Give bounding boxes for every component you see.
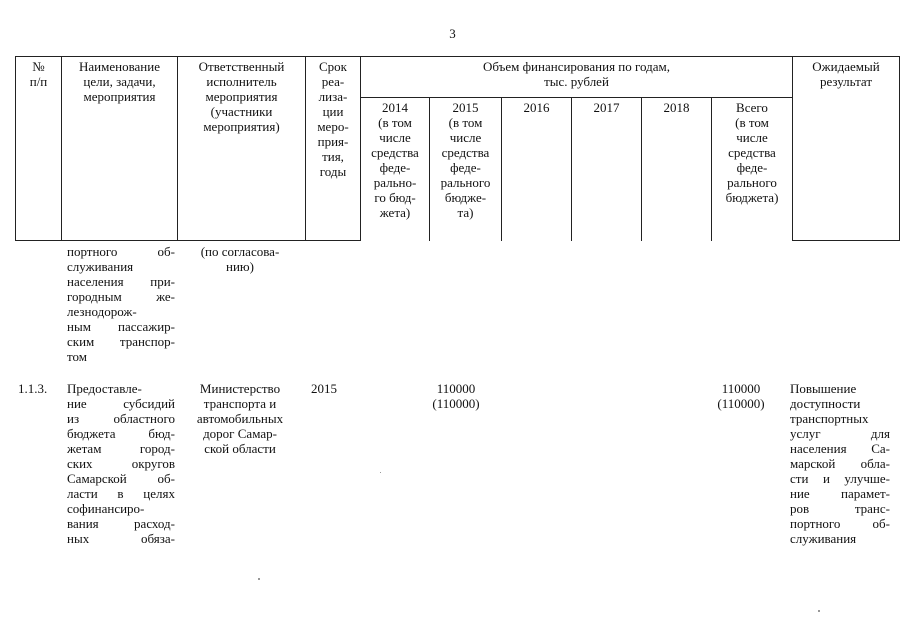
text-line: ров транс- xyxy=(790,501,890,516)
text-line: 110000 xyxy=(436,381,476,396)
header-year-2016 xyxy=(502,98,572,241)
text-line: меро- xyxy=(317,119,349,134)
header-year-total xyxy=(712,98,793,241)
text-line: вания расход- xyxy=(67,516,175,531)
text-line: 2016 xyxy=(523,100,550,115)
header-col-term xyxy=(306,57,361,241)
text-line: Ожидаемый xyxy=(812,59,880,74)
text-line: дорог Самар- xyxy=(203,426,277,441)
text-line: служивания xyxy=(67,259,134,274)
row-number: 1.1.3. xyxy=(18,381,48,396)
text-line: софинансиро- xyxy=(67,501,145,516)
text-line: тыс. рублей xyxy=(544,74,609,89)
text-line: том xyxy=(67,349,87,364)
row-value-2015 xyxy=(420,381,492,411)
row-result xyxy=(790,381,890,546)
text-line: п/п xyxy=(29,74,48,89)
header-col-funding xyxy=(361,57,793,98)
text-line: реа- xyxy=(321,74,345,89)
text-line: числе xyxy=(379,130,411,145)
text-line: тия, xyxy=(322,149,344,164)
text-line: 2015 xyxy=(452,100,479,115)
text-line: (в том xyxy=(448,115,483,130)
header-col-number xyxy=(16,57,62,241)
text-line: Срок xyxy=(319,59,347,74)
text-line: Самарской об- xyxy=(67,471,175,486)
header-year-2017 xyxy=(572,98,642,241)
header-year-2015 xyxy=(430,98,502,241)
text-line: ние субсидий xyxy=(67,396,175,411)
header-col-responsible xyxy=(178,57,306,241)
text-line: 2014 xyxy=(382,100,408,115)
text-line: лезнодорож- xyxy=(67,304,137,319)
text-line: портного об- xyxy=(790,516,890,531)
text-line: феде- xyxy=(736,160,768,175)
row-value-total xyxy=(705,381,777,411)
text-line: средства xyxy=(371,145,419,160)
text-line: услуг для xyxy=(790,426,890,441)
text-line: транспорта и xyxy=(203,396,277,411)
text-line: ным пассажир- xyxy=(67,319,175,334)
text-line: бюджета бюд- xyxy=(67,426,175,441)
header-col-name xyxy=(62,57,178,241)
text-line: (110000) xyxy=(717,396,765,411)
text-line: (в том xyxy=(735,115,769,130)
text-line: жета) xyxy=(379,205,411,220)
text-line: числе xyxy=(736,130,768,145)
text-line: ских округов xyxy=(67,456,175,471)
scan-speck xyxy=(380,472,381,473)
text-line: та) xyxy=(457,205,474,220)
scan-speck xyxy=(258,578,260,580)
text-line: феде- xyxy=(379,160,411,175)
text-line: нию) xyxy=(226,259,254,274)
text-line: результат xyxy=(819,74,873,89)
text-line: средства xyxy=(441,145,490,160)
continued-row-responsible xyxy=(178,244,302,274)
text-line: городным же- xyxy=(67,289,175,304)
text-line: 2018 xyxy=(663,100,690,115)
text-line: средства xyxy=(728,145,776,160)
text-line: автомобильных xyxy=(196,411,284,426)
text-line: ласти в целях xyxy=(67,486,175,501)
text-line: Предоставле- xyxy=(67,381,142,396)
text-line: доступности xyxy=(790,396,861,411)
header-year-2018 xyxy=(642,98,712,241)
text-line: ским транспор- xyxy=(67,334,175,349)
text-line: сти и улучше- xyxy=(790,471,890,486)
text-line: (110000) xyxy=(432,396,480,411)
header-table xyxy=(15,56,900,241)
text-line: годы xyxy=(319,164,347,179)
text-line: транспортных xyxy=(790,411,869,426)
text-line: феде- xyxy=(450,160,481,175)
page-number: 3 xyxy=(449,26,456,41)
text-line: 2017 xyxy=(593,100,620,115)
text-line: ние парамет- xyxy=(790,486,890,501)
text-line: цели, задачи, xyxy=(83,74,156,89)
text-line: (по согласова- xyxy=(200,244,280,259)
text-line: рально- xyxy=(373,175,417,190)
text-line: ных обяза- xyxy=(67,531,175,546)
text-line: марской обла- xyxy=(790,456,890,471)
row-name xyxy=(67,381,175,546)
header-col-result xyxy=(793,57,900,241)
continued-row-name xyxy=(67,244,175,364)
text-line: ции xyxy=(322,104,344,119)
text-line: из областного xyxy=(67,411,175,426)
text-line: лиза- xyxy=(318,89,348,104)
text-line: (участники xyxy=(210,104,273,119)
text-line: Министерство xyxy=(199,381,281,396)
text-line: (в том xyxy=(378,115,412,130)
text-line: числе xyxy=(449,130,482,145)
text-line: населения Са- xyxy=(790,441,890,456)
text-line: Ответственный xyxy=(198,59,285,74)
text-line: № xyxy=(32,59,45,74)
text-line: Всего xyxy=(736,100,768,115)
text-line: служивания xyxy=(790,531,857,546)
text-line: исполнитель xyxy=(206,74,277,89)
row-term: 2015 xyxy=(311,381,337,396)
text-line: Наименование xyxy=(79,59,160,74)
text-line: Объем финансирования по годам, xyxy=(482,59,671,74)
text-line: Повышение xyxy=(790,381,857,396)
text-line: мероприятия) xyxy=(203,119,280,134)
text-line: мероприятия xyxy=(83,89,156,104)
text-line: го бюд- xyxy=(374,190,416,205)
text-line: портного об- xyxy=(67,244,175,259)
text-line: бюджета) xyxy=(725,190,779,205)
header-year-2014 xyxy=(361,98,430,241)
text-line: рального xyxy=(440,175,491,190)
text-line: ской области xyxy=(204,441,276,456)
text-line: прия- xyxy=(317,134,349,149)
text-line: рального xyxy=(727,175,777,190)
scan-speck xyxy=(818,610,820,612)
text-line: мероприятия xyxy=(205,89,278,104)
text-line: бюдже- xyxy=(444,190,487,205)
text-line: 110000 xyxy=(721,381,761,396)
row-responsible xyxy=(178,381,302,456)
text-line: населения при- xyxy=(67,274,175,289)
text-line: жетам город- xyxy=(67,441,175,456)
